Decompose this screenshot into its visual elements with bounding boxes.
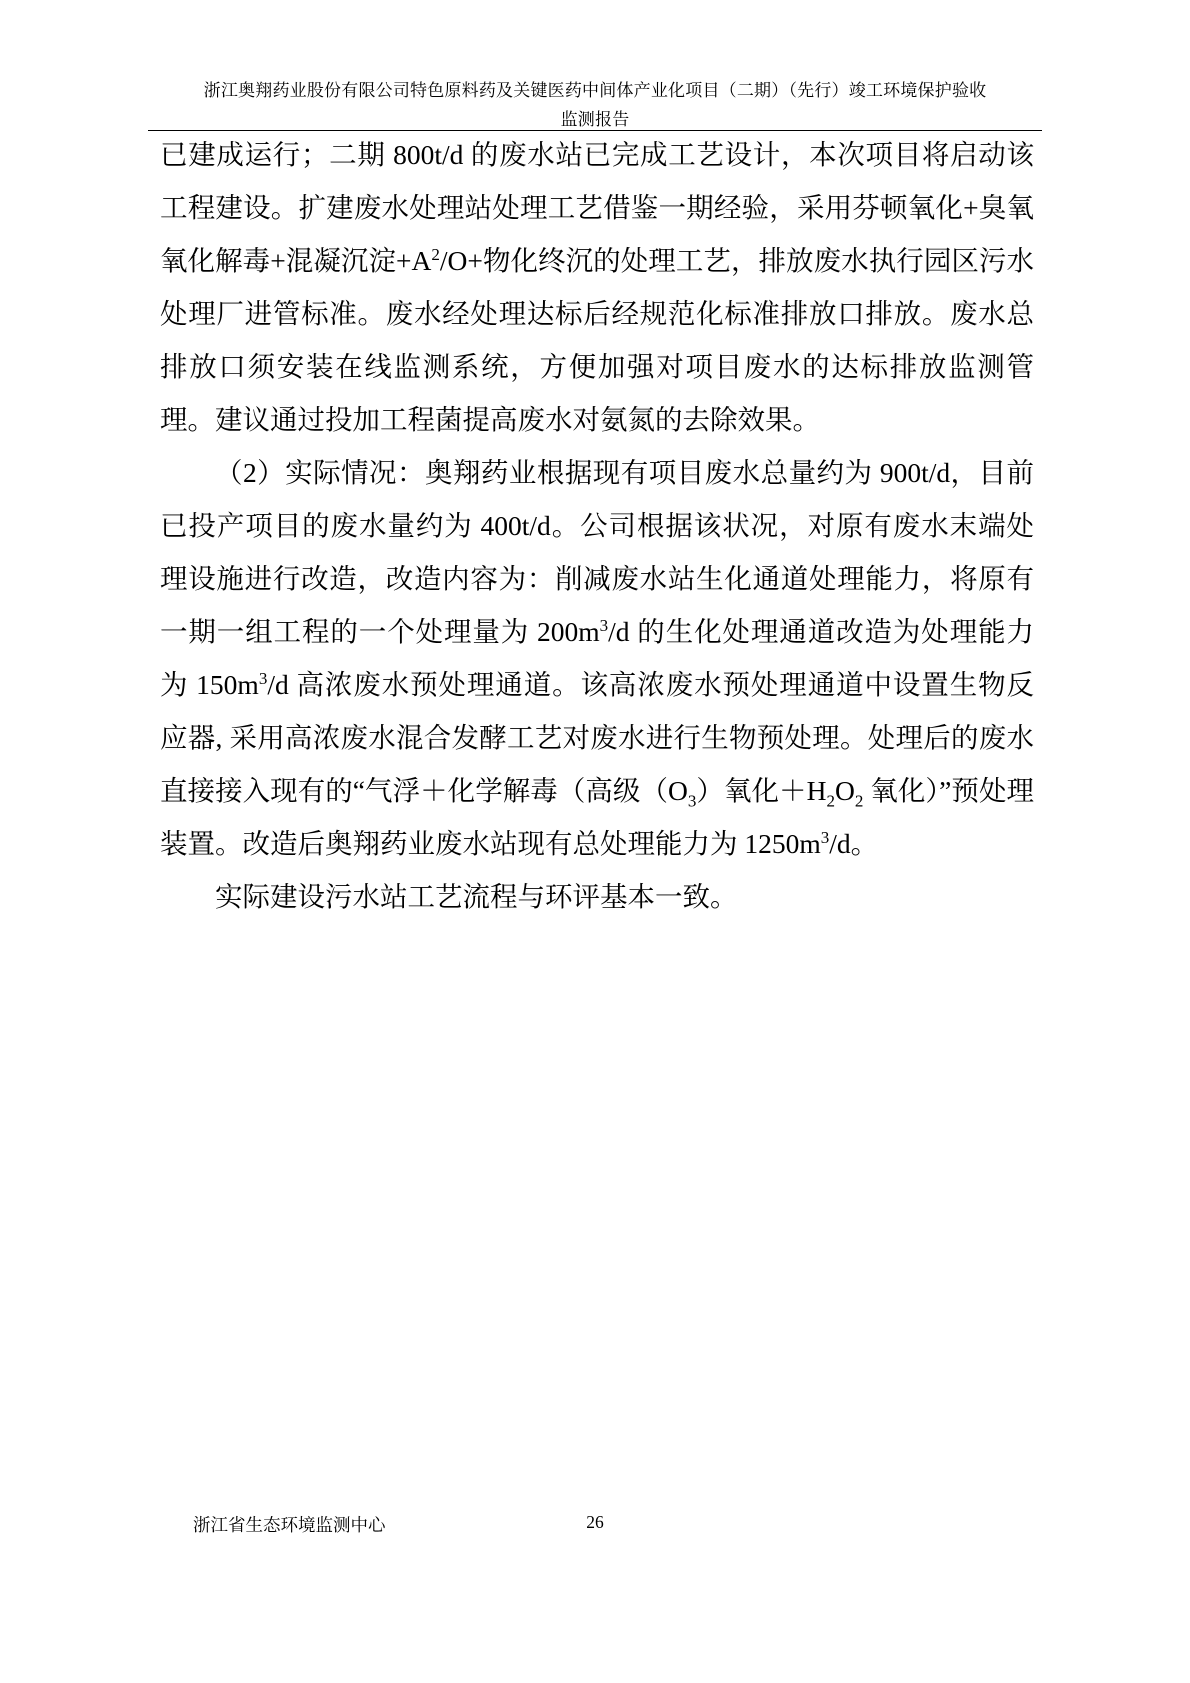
paragraph-2-subscript-3: 2 (854, 791, 864, 811)
paragraph-3: 实际建设污水站工艺流程与环评基本一致。 (215, 881, 738, 912)
paragraph-2-text-g: /d。 (829, 828, 879, 859)
paragraph-2-superscript-1: 3 (599, 615, 609, 635)
header-line-1: 浙江奥翔药业股份有限公司特色原料药及关键医药中间体产业化项目（二期）（先行）竣工环境保护验收 (203, 81, 987, 100)
paragraph-2-superscript-3: 3 (820, 827, 830, 847)
paragraph-2-text-e: O (834, 775, 855, 806)
paragraph-2-text-f: 氧化）”预处理装置。改造后奥翔药业废水站现有总处理能力为 1250m (160, 775, 1034, 859)
header-line-2: 监测报告 (560, 110, 630, 129)
paragraph-2-superscript-2: 3 (258, 668, 268, 688)
footer-page-number: 26 (586, 1512, 604, 1532)
paragraph-2-text-c: /d 高浓废水预处理通道。该高浓废水预处理通道中设置生物反应器, 采用高浓废水混合发酵工艺对废水进行生物预处理。处理后的废水直接接入现有的“气浮＋化学解毒（高级（O (160, 669, 1035, 806)
paragraph-1-text-b: /O+物化终沉的处理工艺，排放废水执行园区污水处理厂进管标准。废水经处理达标后经规范化标准排放口排放。废水总排放口须安装在线监测系统，方便加强对项目废水的达标排放监测管理。建议通过投加工程菌提高废水对氨氮的去除效果。 (160, 245, 1034, 435)
page-header (148, 76, 1042, 134)
paragraph-1-text-a: 已建成运行；二期 800t/d 的废水站已完成工艺设计，本次项目将启动该工程建设。扩建废水处理站处理工艺借鉴一期经验，采用芬顿氧化+臭氧氧化解毒+混凝沉淀+A (160, 139, 1034, 276)
paragraph-2 (160, 446, 1034, 870)
paragraph-1-superscript-1: 2 (431, 244, 440, 264)
paragraph-2-subscript-2: 2 (826, 791, 835, 811)
paragraph-2-text-b: /d 的生化处理通道改造为处理能力为 150m (160, 616, 1035, 700)
document-body (160, 128, 1034, 923)
paragraph-2-subscript-1: 3 (687, 791, 697, 811)
paragraph-2-text-d: ）氧化＋H (696, 775, 827, 806)
footer-organization: 浙江省生态环境监测中心 (193, 1515, 386, 1535)
paragraph-2-text-a: （2）实际情况：奥翔药业根据现有项目废水总量约为 900t/d，目前已投产项目的废水量约为 400t/d。公司根据该状况，对原有废水末端处理设施进行改造，改造内容为：削减废水站生化通道处理能力，将原有一期一组工程的一个处理量为 200m (160, 457, 1034, 647)
paragraph-1 (160, 128, 1034, 446)
